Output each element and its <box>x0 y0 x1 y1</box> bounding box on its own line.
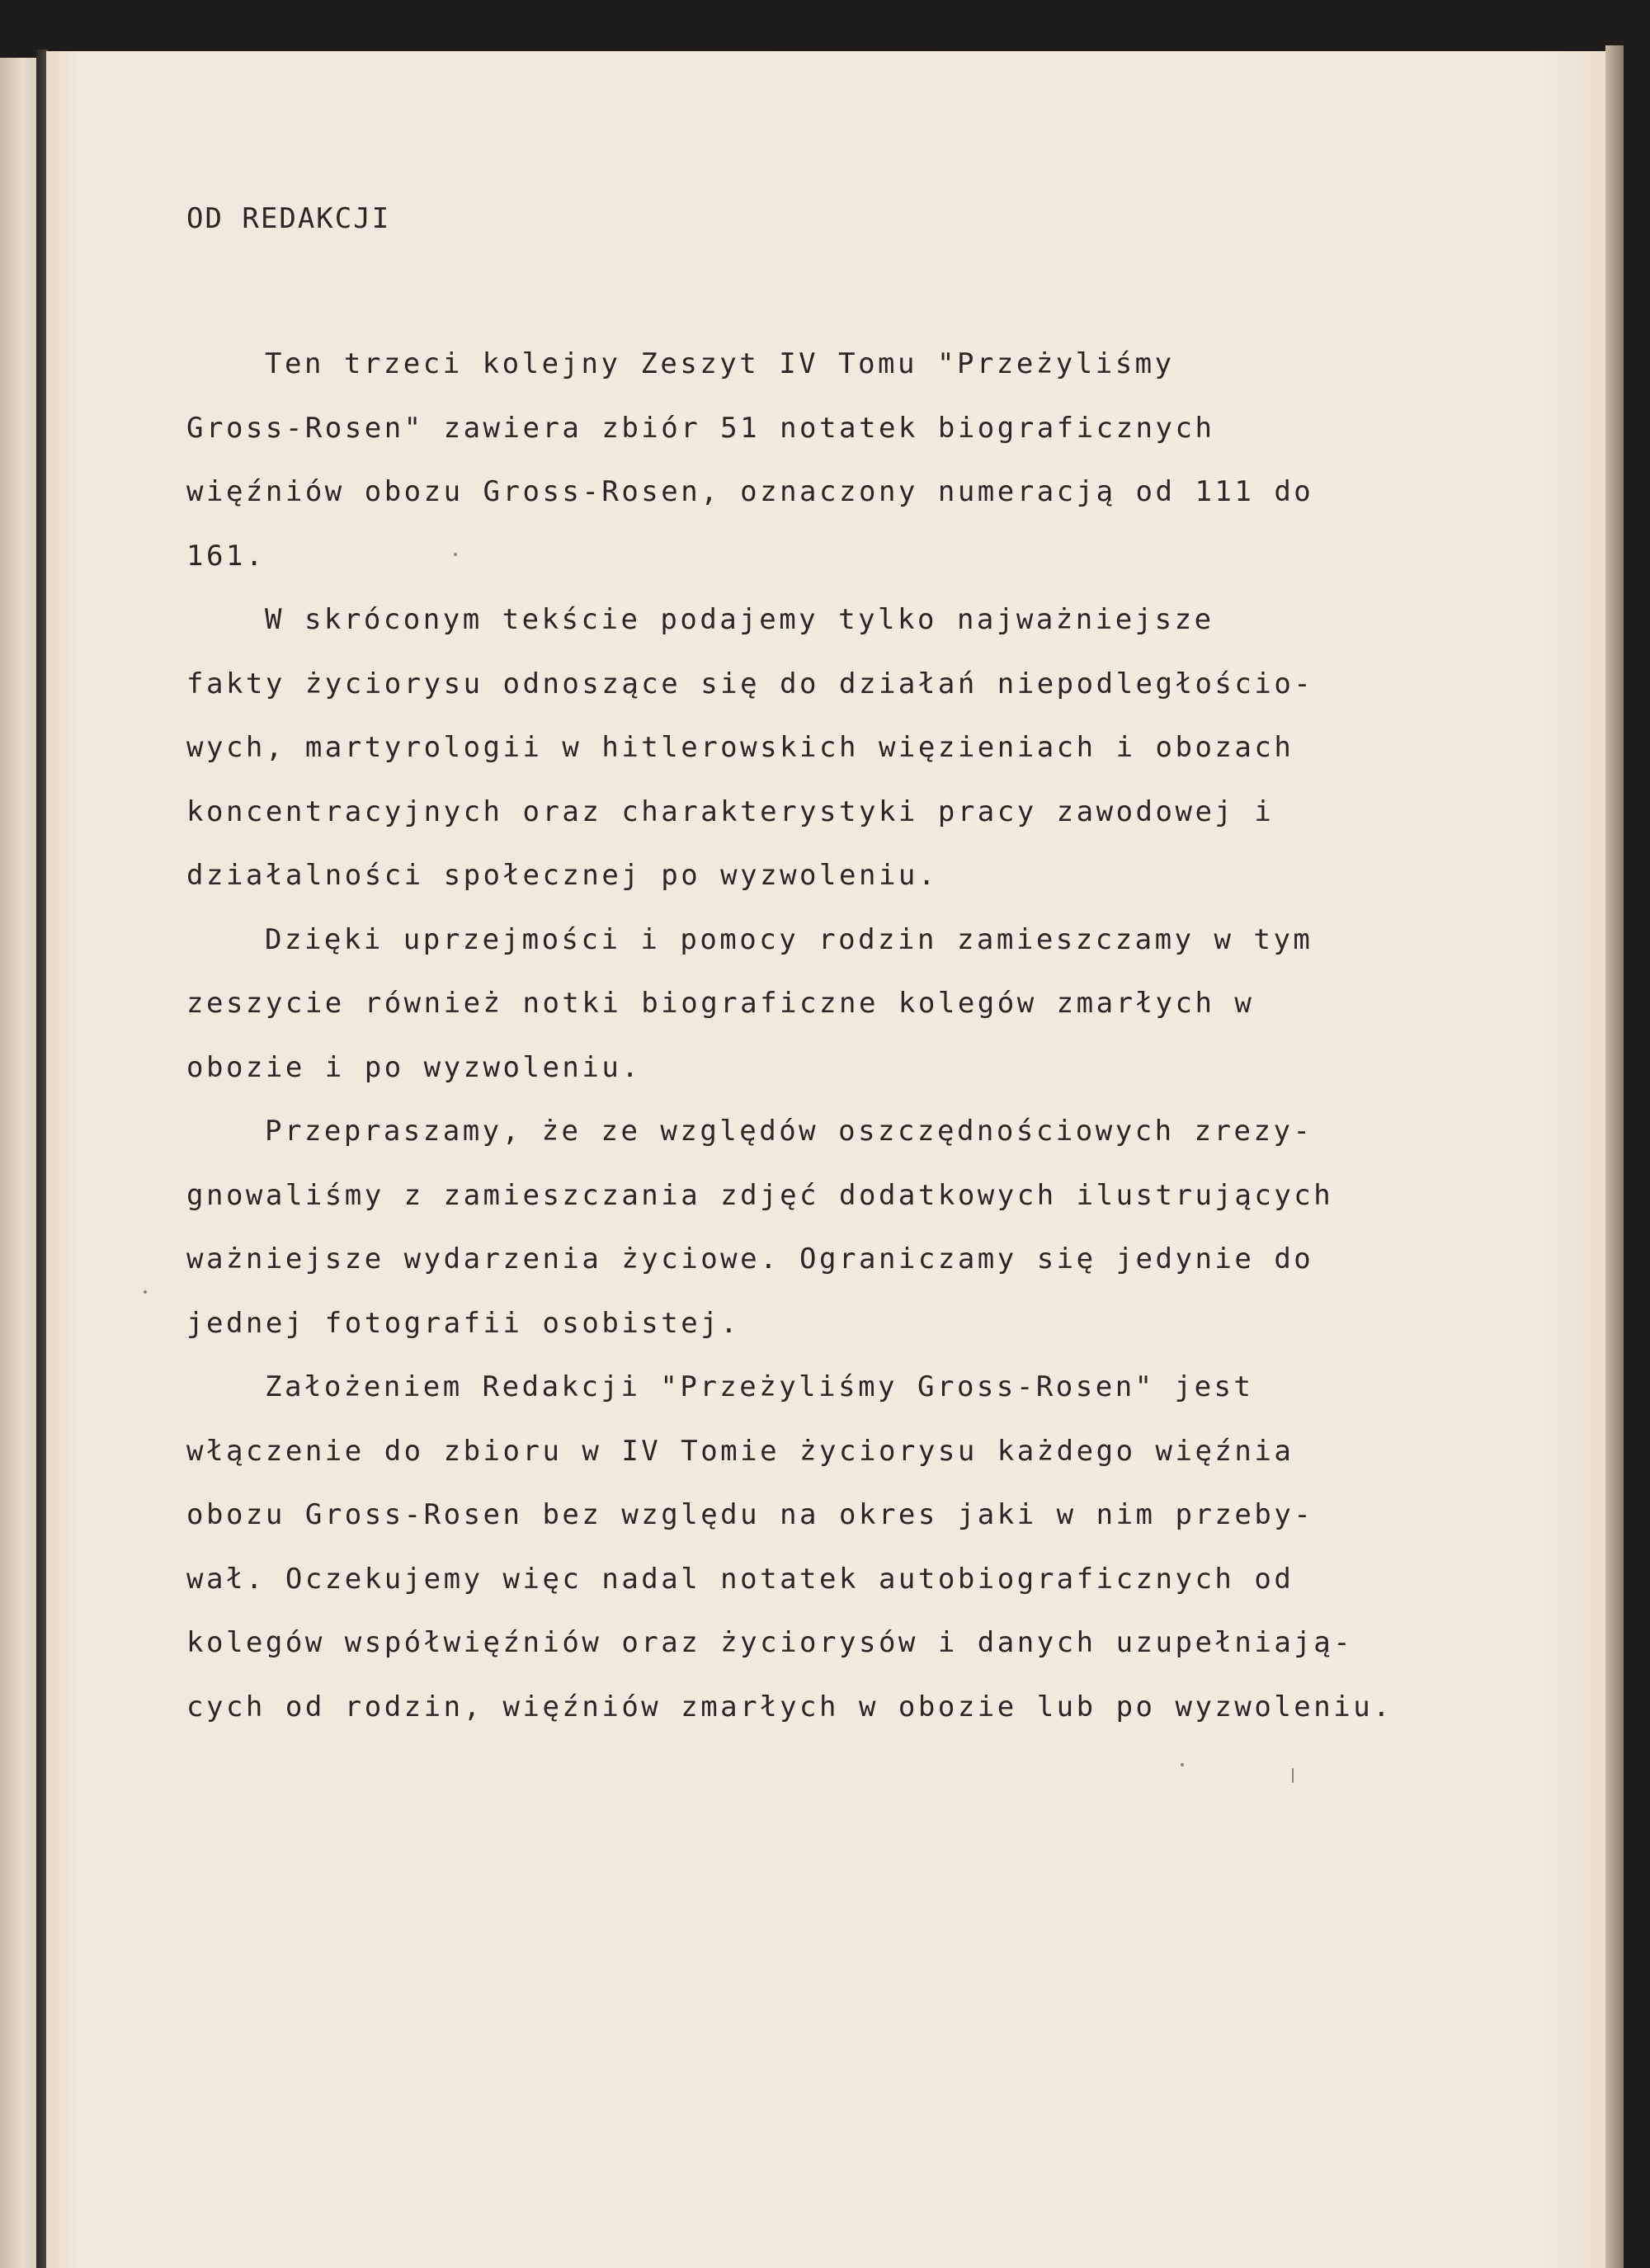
paragraph-1 <box>186 332 1490 588</box>
text-line: jednej fotografii osobistej. <box>186 1306 741 1340</box>
text-line: więźniów obozu Gross-Rosen, oznaczony numeracją od 111 do <box>186 475 1314 508</box>
text-line: Gross-Rosen" zawiera zbiór 51 notatek biograficznych <box>186 411 1215 445</box>
text-line: ważniejsze wydarzenia życiowe. Ograniczamy się jedynie do <box>186 1242 1314 1275</box>
text-line: Ten trzeci kolejny Zeszyt IV Tomu "Przeżyliśmy <box>265 347 1175 380</box>
text-line: działalności społecznej po wyzwoleniu. <box>186 859 938 892</box>
text-line: koncentracyjnych oraz charakterystyki pracy zawodowej i <box>186 795 1275 828</box>
text-line: zeszycie również notki biograficzne kolegów zmarłych w <box>186 987 1255 1020</box>
document-heading: OD REDAKCJI <box>186 202 391 235</box>
paragraph-3 <box>186 908 1490 1101</box>
text-line: gnowaliśmy z zamieszczania zdjęć dodatkowych ilustrujących <box>186 1178 1334 1212</box>
text-line: 161. <box>186 539 266 573</box>
facing-page-edge <box>0 58 38 2268</box>
text-line: obozie i po wyzwoleniu. <box>186 1050 642 1084</box>
text-line: cych od rodzin, więźniów zmarłych w obozie lub po wyzwoleniu. <box>186 1690 1393 1723</box>
paper-speck <box>1181 1763 1184 1766</box>
text-line: W skróconym tekście podajemy tylko najważniejsze <box>265 603 1214 636</box>
text-line: fakty życiorysu odnoszące się do działań niepodległościo- <box>186 667 1314 700</box>
text-line: Przepraszamy, że ze względów oszczędnościowych zrezy- <box>265 1115 1313 1148</box>
text-line: wał. Oczekujemy więc nadal notatek autobiograficznych od <box>186 1562 1294 1596</box>
paragraph-2 <box>186 588 1490 908</box>
paper-speck <box>144 1290 147 1294</box>
page-stack-edge <box>1605 45 1624 2268</box>
paragraph-5 <box>186 1356 1490 1739</box>
text-line: kolegów współwięźniów oraz życiorysów i danych uzupełniają- <box>186 1626 1354 1659</box>
text-line: wych, martyrologii w hitlerowskich więzieniach i obozach <box>186 731 1294 764</box>
text-line: obozu Gross-Rosen bez względu na okres jaki w nim przeby- <box>186 1498 1314 1531</box>
document-body <box>186 153 1490 1739</box>
text-line: włączenie do zbioru w IV Tomie życiorysu każdego więźnia <box>186 1434 1294 1468</box>
paragraph-4 <box>186 1100 1490 1356</box>
text-line: Założeniem Redakcji "Przeżyliśmy Gross-Rosen" jest <box>265 1370 1254 1403</box>
text-line: Dzięki uprzejmości i pomocy rodzin zamieszczamy w tym <box>265 922 1313 956</box>
paragraphs <box>186 332 1490 1739</box>
paper-mark <box>1292 1768 1294 1783</box>
